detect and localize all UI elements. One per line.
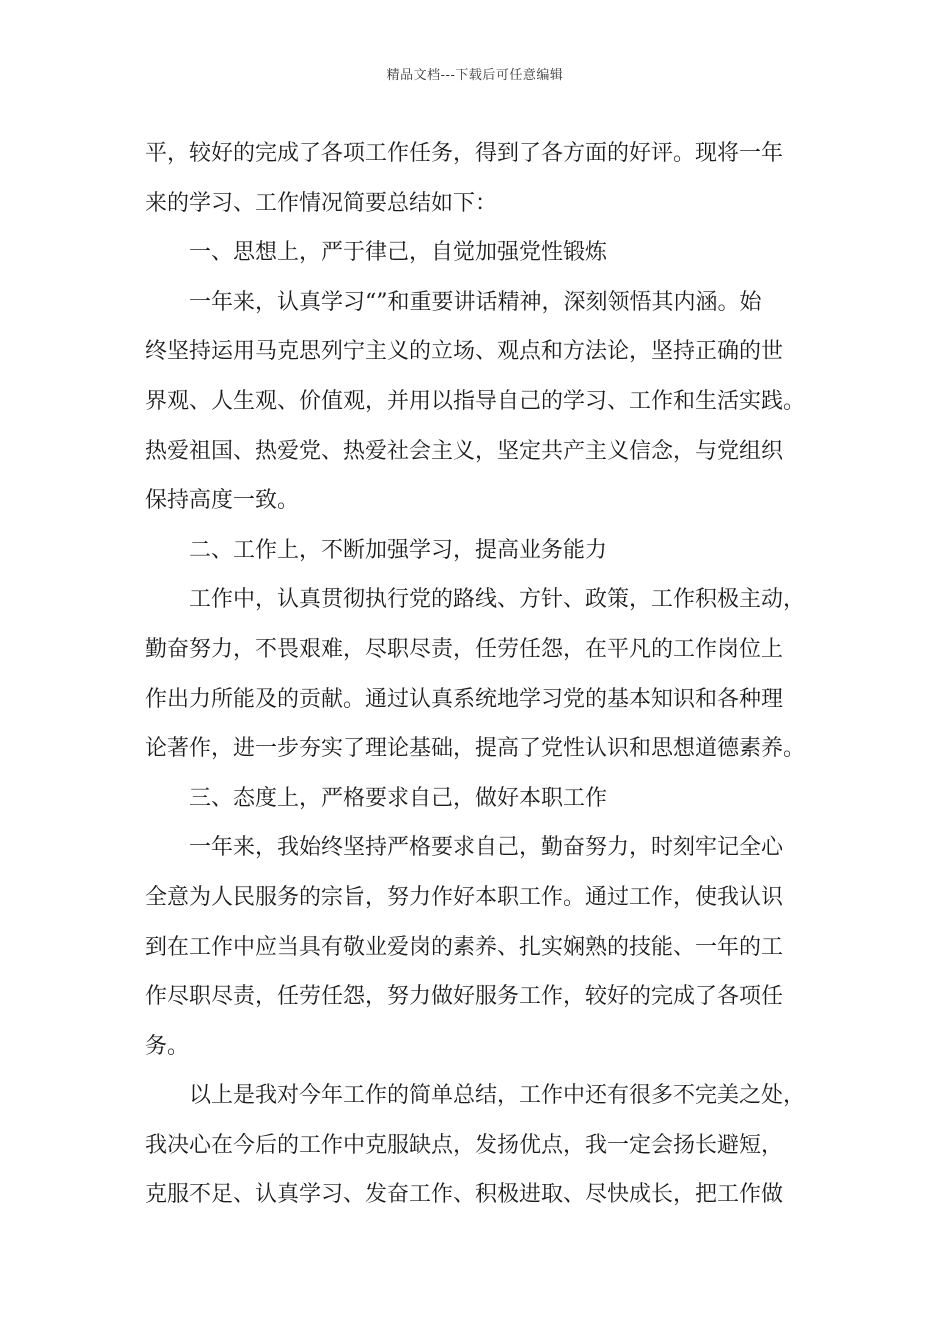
text-line: 全意为人民服务的宗旨，努力作好本职工作。通过工作，使我认识: [145, 884, 784, 910]
text-line: 来的学习、工作情况简要总结如下：: [145, 190, 498, 216]
text-line: 我决心在今后的工作中克服缺点，发扬优点，我一定会扬长避短，: [145, 1132, 784, 1158]
text-line: 保持高度一致。: [145, 488, 300, 514]
page-header: 精品文档---下载后可任意编辑: [386, 68, 564, 83]
section-heading: 二、工作上，不断加强学习，提高业务能力: [189, 537, 608, 563]
section-heading: 一、思想上，严于律己，自觉加强党性锻炼: [189, 240, 608, 266]
text-line: 论著作，进一步夯实了理论基础，提高了党性认识和思想道德素养。: [145, 736, 806, 762]
document-body: [145, 129, 810, 1220]
text-line: 以上是我对今年工作的简单总结，工作中还有很多不完美之处，: [189, 1083, 806, 1109]
text-line: 热爱祖国、热爱党、热爱社会主义，坚定共产主义信念，与党组织: [145, 438, 784, 464]
text-line: 克服不足、认真学习、发奋工作、积极进取、尽快成长，把工作做: [145, 1182, 784, 1208]
text-line: 到在工作中应当具有敬业爱岗的素养、扎实娴熟的技能、一年的工: [145, 934, 784, 960]
text-line: 工作中，认真贯彻执行党的路线、方针、政策，工作积极主动，: [189, 587, 806, 613]
text-line: 务。: [145, 1033, 190, 1059]
text-line: 一年来，我始终坚持严格要求自己，勤奋努力，时刻牢记全心: [189, 835, 784, 861]
text-line: 终坚持运用马克思列宁主义的立场、观点和方法论，坚持正确的世: [145, 339, 784, 365]
text-line: 界观、人生观、价值观，并用以指导自己的学习、工作和生活实践。: [145, 388, 806, 414]
text-line: 勤奋努力，不畏艰难，尽职尽责，任劳任怨，在平凡的工作岗位上: [145, 636, 784, 662]
text-line: 作出力所能及的贡献。通过认真系统地学习党的基本知识和各种理: [145, 686, 784, 712]
section-heading: 三、态度上，严格要求自己，做好本职工作: [189, 785, 608, 811]
text-line: 一年来，认真学习“”和重要讲话精神，深刻领悟其内涵。始: [189, 289, 762, 315]
text-line: 平，较好的完成了各项工作任务，得到了各方面的好评。现将一年: [145, 141, 784, 166]
text-line: 作尽职尽责，任劳任怨，努力做好服务工作，较好的完成了各项任: [145, 984, 784, 1010]
